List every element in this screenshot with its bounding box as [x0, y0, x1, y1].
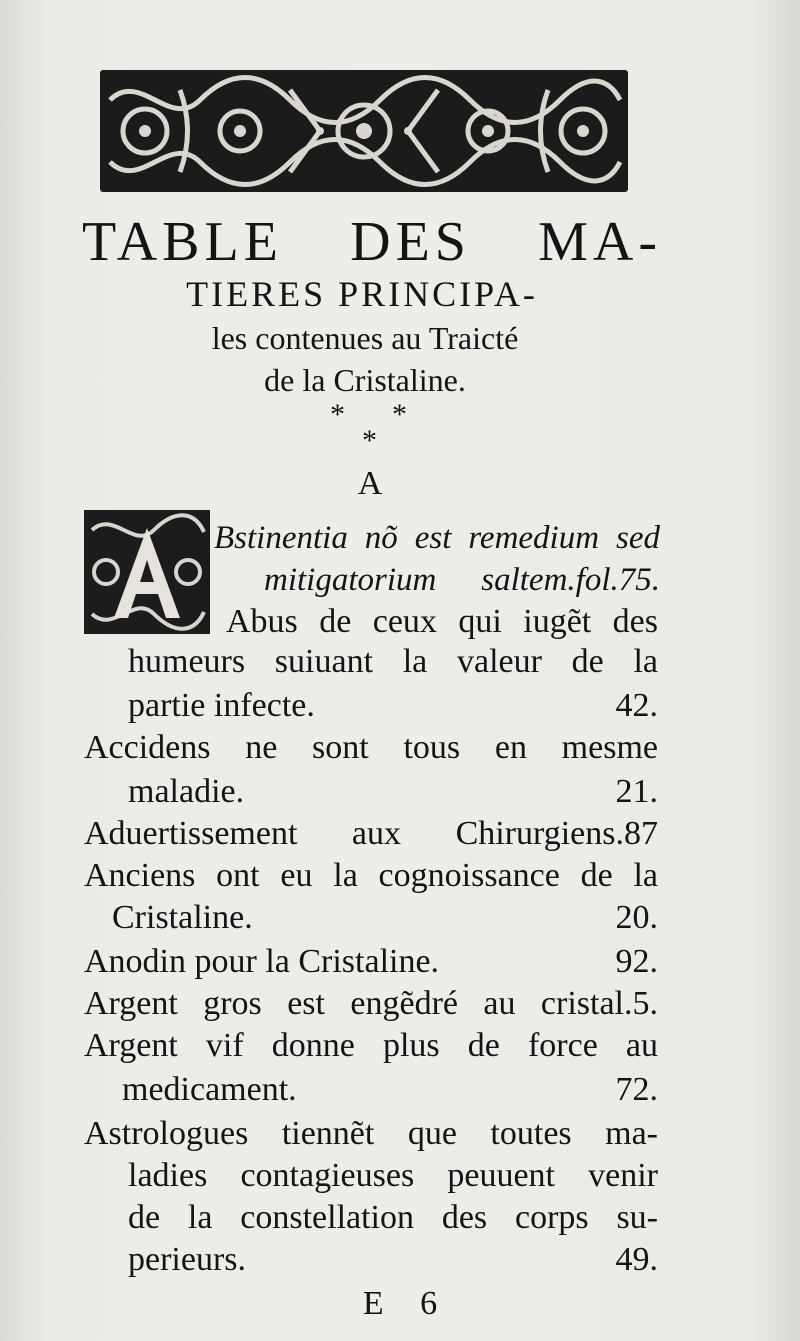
entry-abstinentia-line-2: mitigatorium saltem.fol.75.: [264, 562, 660, 598]
entry-anciens-line-1: Anciens ont eu la cognoissance de la: [84, 857, 658, 894]
asterism-star: *: [362, 424, 377, 457]
folio-number: 92.: [615, 943, 658, 980]
decorated-initial-a: [84, 510, 210, 634]
asterism-star: *: [330, 398, 345, 431]
entry-astrologues-line-4: [128, 1240, 658, 1280]
entry-astrologues-line-1: Astrologues tiennẽt que toutes ma-: [84, 1115, 658, 1152]
title-line-1: TABLE DES MA-: [82, 211, 662, 273]
entry-text: maladie.: [128, 773, 245, 810]
section-letter: A: [357, 465, 383, 502]
entry-text: perieurs.: [128, 1241, 247, 1278]
entry-text: medicament.: [122, 1071, 297, 1108]
entry-text: Anodin pour la Cristaline.: [84, 943, 440, 980]
entry-astrologues-line-2: ladies contagieuses peuuent venir: [128, 1157, 658, 1194]
entry-abus-line-1: Abus de ceux qui iugẽt des: [226, 603, 658, 640]
signature-number: 6: [420, 1285, 438, 1322]
asterism: [320, 398, 420, 458]
entry-abstinentia-line-1: Bstinentia nõ est remedium sed: [214, 520, 660, 556]
folio-number: 20.: [615, 899, 658, 936]
entry-anciens-line-2: [112, 898, 658, 938]
folio-number: 72.: [615, 1071, 658, 1108]
entry-abus-line-2: humeurs suiuant la valeur de la: [128, 643, 658, 680]
entry-argent-vif-line-2: [122, 1070, 658, 1110]
title-line-2: TIERES PRINCIPA-: [186, 274, 538, 314]
signature-mark: [0, 1284, 800, 1324]
entry-aduertissement: Aduertissement aux Chirurgiens.87: [84, 815, 658, 852]
entry-abus-line-3: [128, 686, 658, 726]
title-line-4: de la Cristaline.: [264, 362, 466, 398]
title-line-3: les contenues au Traicté: [211, 320, 519, 356]
entry-anodin: [84, 942, 658, 982]
entry-text: partie infecte.: [128, 687, 315, 724]
entry-accidens-line-1: Accidens ne sont tous en mesme: [84, 729, 658, 766]
entry-argent-vif-line-1: Argent vif donne plus de force au: [84, 1027, 658, 1064]
folio-number: 21.: [615, 773, 658, 810]
folio-number: 42.: [615, 687, 658, 724]
asterism-star: *: [392, 398, 407, 431]
ornamental-headpiece: [100, 70, 628, 192]
folio-number: 49.: [615, 1241, 658, 1278]
signature-letter: E: [362, 1285, 384, 1322]
entry-astrologues-line-3: de la constellation des corps su-: [128, 1199, 658, 1236]
entry-argent-gros: Argent gros est engẽdré au cristal.5.: [84, 985, 658, 1022]
entry-accidens-line-2: [128, 772, 658, 812]
entry-text: Cristaline.: [112, 899, 253, 936]
